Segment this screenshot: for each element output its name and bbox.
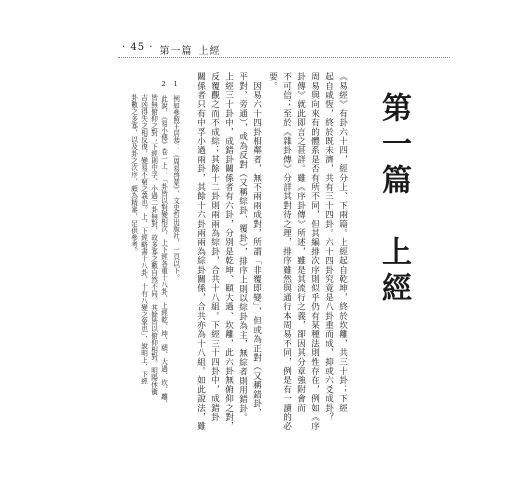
running-header <box>122 42 220 57</box>
text-column: 起自咸恆，終於既未濟，共有三十四卦。六十四卦究竟是八卦重而成，抑或六爻成卦？ <box>323 72 334 422</box>
text-column: 反覆觀之而不成綜；其餘十二卦則兩兩為綜卦，合共十八組。下經三十四卦中，成錯卦 <box>209 72 220 422</box>
text-column: 平對、旁通），或為反對（又稱綜卦、覆卦），排序上則以綜卦為主，無綜者則用錯卦。 <box>237 72 248 423</box>
footnote-line: 2 此說，《易小傳》卷一上：「卦皆以對變相次，上下經各重十八卦，上經乾、坤、頤、大過、坎、離， <box>159 80 168 408</box>
text-column: 因易六十四卦相鄰者，無不兩兩成對，所謂「非覆即變」，但或為正對（又稱錯卦、 <box>251 72 262 418</box>
text-column: 關係者只有中孚小過兩卦，其餘十六卦兩兩為綜卦關係，合共亦為十八組。如此說法，雖 <box>195 72 206 431</box>
part-title: 第一篇 <box>159 46 193 57</box>
header-rule <box>118 57 450 58</box>
text-column: 卦傳》就此即言之甚詳。雖《序卦傳》所述，雖是其流行之義，卻因其分章強附會而 <box>295 72 306 413</box>
chapter-title: 第一篇 上經 <box>376 92 411 308</box>
text-column: 上經三十卦中，成錯卦關係者有六卦，分別是乾坤、頤大過、坎離，此六卦無俯仰之對， <box>223 72 234 431</box>
footnote-line: 1 例如參照王居恭：《周易啓蒙》，文史哲出版社，一頁以下。 <box>171 80 180 282</box>
section-title: 上經 <box>198 46 221 57</box>
footnote-line: 皆無俯仰之對；下經則中孚、小過二卦無對，故多寡之數自然不同。其餘皆以俯仰相對。明陽休衝 <box>149 80 158 395</box>
text-column: 要。 <box>267 72 278 91</box>
page-number: · 45 · <box>122 42 154 53</box>
footnote-line: 吉凶得失之相反復，變易不窮之義也。上、下經略書十八卦，十有八變之象也」，說明上、下經 <box>139 80 148 385</box>
text-column: 不可信；至於《雜卦傳》分詳其對待之理，排序雖然與通行本周易不同，例是有一讀的必 <box>281 72 292 431</box>
text-column: 《易經》有卦六十四，經分上、下兩篇。上經起自乾坤，終於坎離，共三十卦；下經 <box>337 72 348 413</box>
footnote-line: 卦數之多寡，以及卦之次序，頗為精審，足供參考。 <box>129 80 138 255</box>
text-column: 周易與向來有的體系是否有所不同，但其編排次序則似乎仍有某種法則性存在，例如《序 <box>309 72 320 431</box>
